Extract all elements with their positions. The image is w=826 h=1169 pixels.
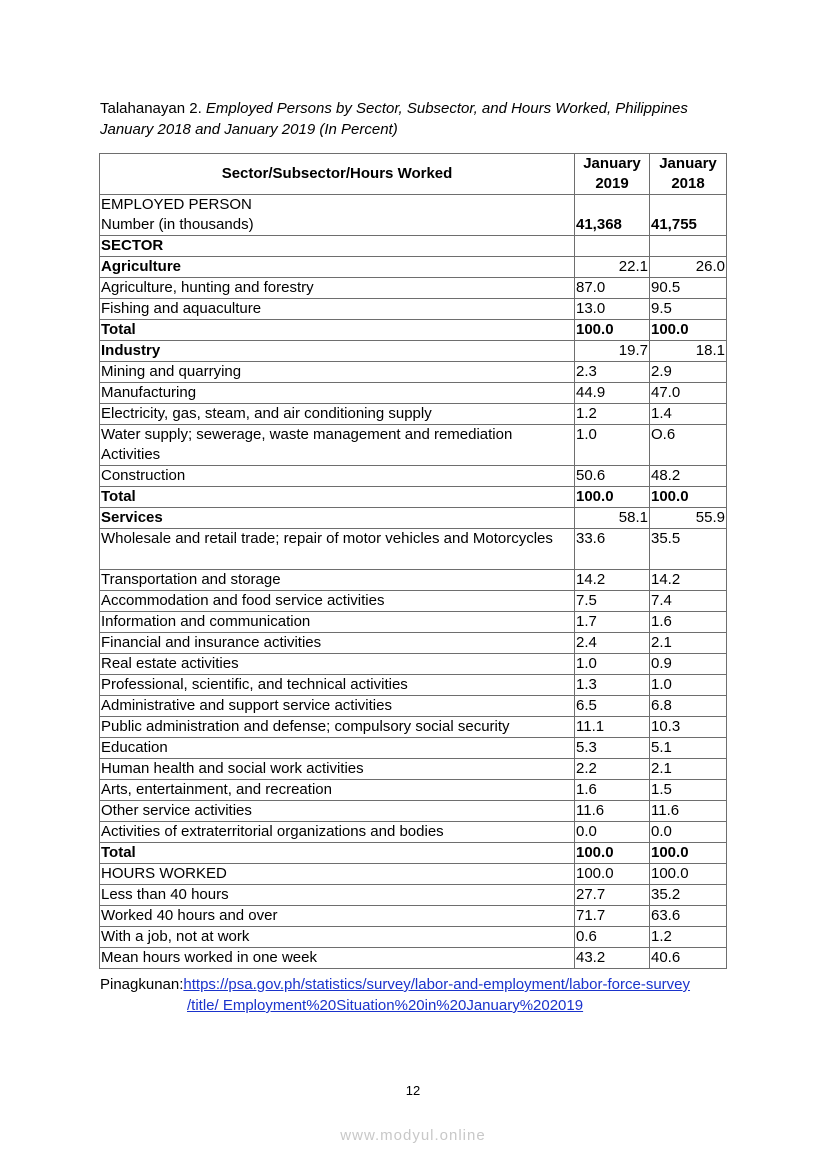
row-label: Information and communication — [100, 612, 575, 633]
value-2019: 100.0 — [575, 320, 650, 341]
table-row — [100, 299, 727, 320]
value-2019: 100.0 — [575, 487, 650, 508]
value-2019: 1.7 — [575, 612, 650, 633]
row-label: Other service activities — [100, 801, 575, 822]
row-label: Total — [100, 320, 575, 341]
table-header-row — [100, 154, 727, 195]
table-row — [100, 612, 727, 633]
value-2018: 2.1 — [650, 633, 727, 654]
value-2019: 1.6 — [575, 780, 650, 801]
table-row — [100, 383, 727, 404]
watermark: www.modyul.online — [340, 1127, 486, 1144]
value-2018: O.6 — [650, 425, 727, 466]
value-2018: 1.0 — [650, 675, 727, 696]
value-2019: 87.0 — [575, 278, 650, 299]
value-2018: 63.6 — [650, 906, 727, 927]
row-label: Human health and social work activities — [100, 759, 575, 780]
source-note — [100, 974, 740, 1016]
row-label: Agriculture, hunting and forestry — [100, 278, 575, 299]
employed-2018: 41,755 — [650, 195, 727, 236]
table-row — [100, 927, 727, 948]
value-2019: 11.1 — [575, 717, 650, 738]
table-row — [100, 362, 727, 383]
employed-label-2: Number (in thousands) — [101, 216, 254, 233]
value-2019: 22.1 — [575, 257, 650, 278]
row-label: Transportation and storage — [100, 570, 575, 591]
table-row — [100, 801, 727, 822]
value-2019: 43.2 — [575, 948, 650, 969]
row-label: Services — [100, 508, 575, 529]
row-label: Professional, scientific, and technical activities — [100, 675, 575, 696]
table-caption — [100, 98, 740, 140]
table-row — [100, 822, 727, 843]
caption-title-line1: Employed Persons by Sector, Subsector, and Hours Worked, Philippines — [205, 100, 688, 117]
page-number: 12 — [405, 1083, 421, 1098]
table-row — [100, 529, 727, 570]
empty-cell — [575, 236, 650, 257]
sector-row — [100, 508, 727, 529]
value-2018: 26.0 — [650, 257, 727, 278]
value-2018: 18.1 — [650, 341, 727, 362]
value-2018: 1.2 — [650, 927, 727, 948]
row-label: HOURS WORKED — [100, 864, 575, 885]
table-row — [100, 948, 727, 969]
value-2018: 35.5 — [650, 529, 727, 570]
value-2018: 1.4 — [650, 404, 727, 425]
row-label: Water supply; sewerage, waste management and remediation Activities — [100, 425, 575, 466]
table-row — [100, 425, 727, 466]
value-2019: 14.2 — [575, 570, 650, 591]
total-row — [100, 843, 727, 864]
sector-row — [100, 341, 727, 362]
row-label: Agriculture — [100, 257, 575, 278]
row-label: Total — [100, 487, 575, 508]
value-2019: 1.0 — [575, 654, 650, 675]
employed-2019: 41,368 — [575, 195, 650, 236]
value-2019: 100.0 — [575, 864, 650, 885]
caption-prefix: Talahanayan 2. — [100, 100, 206, 117]
value-2018: 0.9 — [650, 654, 727, 675]
row-label: Industry — [100, 341, 575, 362]
row-label: Fishing and aquaculture — [100, 299, 575, 320]
table-row — [100, 654, 727, 675]
value-2019: 1.0 — [575, 425, 650, 466]
row-label: Activities of extraterritorial organizations and bodies — [100, 822, 575, 843]
table-row — [100, 633, 727, 654]
caption-title-line2: January 2018 and January 2019 (In Percent) — [100, 121, 398, 138]
row-label: Real estate activities — [100, 654, 575, 675]
row-label: Electricity, gas, steam, and air conditioning supply — [100, 404, 575, 425]
value-2019: 27.7 — [575, 885, 650, 906]
value-2019: 5.3 — [575, 738, 650, 759]
row-label: Construction — [100, 466, 575, 487]
header-january-2019: January 2019 — [575, 154, 650, 195]
value-2019: 7.5 — [575, 591, 650, 612]
row-label: Public administration and defense; compulsory social security — [100, 717, 575, 738]
value-2019: 1.3 — [575, 675, 650, 696]
table-row — [100, 717, 727, 738]
row-label: Total — [100, 843, 575, 864]
value-2018: 40.6 — [650, 948, 727, 969]
value-2018: 100.0 — [650, 843, 727, 864]
value-2019: 6.5 — [575, 696, 650, 717]
value-2019: 71.7 — [575, 906, 650, 927]
table-row — [100, 885, 727, 906]
table-row — [100, 591, 727, 612]
row-label: With a job, not at work — [100, 927, 575, 948]
value-2019: 1.2 — [575, 404, 650, 425]
value-2018: 0.0 — [650, 822, 727, 843]
row-label: Financial and insurance activities — [100, 633, 575, 654]
value-2019: 2.4 — [575, 633, 650, 654]
table-row — [100, 696, 727, 717]
value-2019: 33.6 — [575, 529, 650, 570]
employed-person-row — [100, 195, 727, 236]
header-january-2018: January 2018 — [650, 154, 727, 195]
value-2018: 48.2 — [650, 466, 727, 487]
value-2018: 11.6 — [650, 801, 727, 822]
table-row — [100, 404, 727, 425]
value-2018: 1.5 — [650, 780, 727, 801]
table-row — [100, 570, 727, 591]
value-2019: 58.1 — [575, 508, 650, 529]
value-2018: 100.0 — [650, 320, 727, 341]
table-row — [100, 759, 727, 780]
sector-heading-row — [100, 236, 727, 257]
total-row — [100, 320, 727, 341]
table-row — [100, 675, 727, 696]
value-2018: 14.2 — [650, 570, 727, 591]
row-label: Administrative and support service activities — [100, 696, 575, 717]
employed-label-1: EMPLOYED PERSON — [101, 196, 252, 213]
row-label: Education — [100, 738, 575, 759]
table-row — [100, 466, 727, 487]
value-2019: 19.7 — [575, 341, 650, 362]
value-2019: 0.6 — [575, 927, 650, 948]
row-label: Accommodation and food service activities — [100, 591, 575, 612]
value-2019: 2.2 — [575, 759, 650, 780]
value-2018: 100.0 — [650, 487, 727, 508]
value-2018: 10.3 — [650, 717, 727, 738]
value-2019: 13.0 — [575, 299, 650, 320]
table-row — [100, 780, 727, 801]
value-2019: 44.9 — [575, 383, 650, 404]
value-2018: 2.1 — [650, 759, 727, 780]
source-link-line1[interactable]: https://psa.gov.ph/statistics/survey/labor-and-employment/labor-force-survey — [183, 976, 691, 993]
value-2018: 1.6 — [650, 612, 727, 633]
header-sector: Sector/Subsector/Hours Worked — [100, 154, 575, 195]
value-2019: 0.0 — [575, 822, 650, 843]
row-label: Mean hours worked in one week — [100, 948, 575, 969]
value-2019: 50.6 — [575, 466, 650, 487]
value-2018: 6.8 — [650, 696, 727, 717]
empty-cell — [650, 236, 727, 257]
sector-heading: SECTOR — [100, 236, 575, 257]
sector-row — [100, 257, 727, 278]
value-2018: 90.5 — [650, 278, 727, 299]
row-label: Arts, entertainment, and recreation — [100, 780, 575, 801]
source-label: Pinagkunan: — [100, 976, 184, 993]
row-label: Worked 40 hours and over — [100, 906, 575, 927]
value-2018: 7.4 — [650, 591, 727, 612]
value-2018: 9.5 — [650, 299, 727, 320]
value-2018: 5.1 — [650, 738, 727, 759]
table-row — [100, 738, 727, 759]
value-2018: 55.9 — [650, 508, 727, 529]
employment-table — [99, 153, 727, 969]
value-2019: 11.6 — [575, 801, 650, 822]
table-row — [100, 906, 727, 927]
total-row — [100, 487, 727, 508]
value-2018: 47.0 — [650, 383, 727, 404]
table-row — [100, 278, 727, 299]
row-label: Less than 40 hours — [100, 885, 575, 906]
value-2018: 35.2 — [650, 885, 727, 906]
value-2019: 2.3 — [575, 362, 650, 383]
value-2018: 100.0 — [650, 864, 727, 885]
row-label: Mining and quarrying — [100, 362, 575, 383]
row-label: Wholesale and retail trade; repair of motor vehicles and Motorcycles — [100, 529, 575, 570]
row-label: Manufacturing — [100, 383, 575, 404]
value-2018: 2.9 — [650, 362, 727, 383]
source-link-line2[interactable]: /title/ Employment%20Situation%20in%20January%202019 — [187, 997, 584, 1014]
employed-person-label — [100, 195, 575, 236]
table-row — [100, 864, 727, 885]
value-2019: 100.0 — [575, 843, 650, 864]
